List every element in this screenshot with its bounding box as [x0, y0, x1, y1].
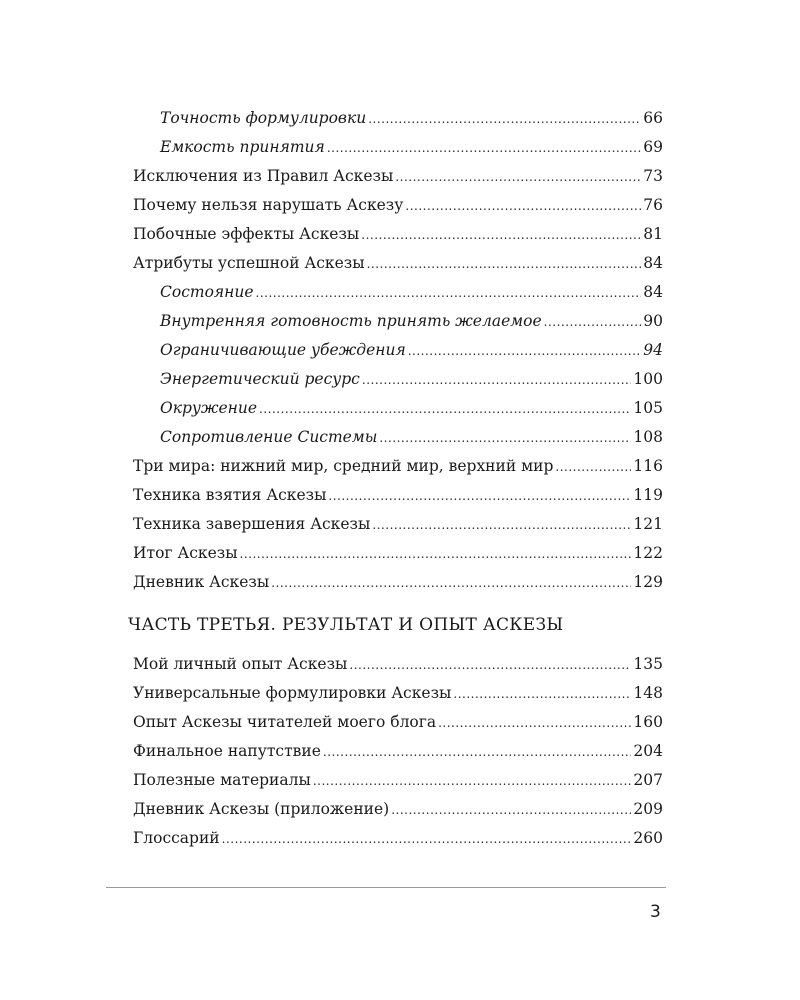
footer-divider	[106, 887, 666, 888]
toc-entry-page: 207	[633, 771, 663, 789]
toc-entry-page: 116	[633, 457, 663, 475]
toc-entry	[133, 799, 663, 820]
dot-leader	[405, 196, 641, 216]
dot-leader	[368, 109, 641, 129]
toc-entry-title: Окружение	[160, 399, 258, 417]
toc-entry	[133, 195, 663, 216]
toc-entry-title: Дневник Аскезы (приложение)	[133, 800, 390, 818]
toc-entry-page: 121	[633, 515, 663, 533]
toc-entry	[160, 137, 663, 158]
part-three-heading: ЧАСТЬ ТРЕТЬЯ. РЕЗУЛЬТАТ И ОПЫТ АСКЕЗЫ	[128, 615, 564, 635]
toc-entry-title: Почему нельзя нарушать Аскезу	[133, 196, 404, 214]
dot-leader	[328, 486, 631, 506]
dot-leader	[259, 399, 631, 419]
toc-entry-page: 84	[643, 254, 663, 272]
toc-entry-title: Ограничивающие убеждения	[160, 341, 406, 359]
dot-leader	[362, 370, 632, 390]
toc-entry-page: 204	[633, 742, 663, 760]
dot-leader	[391, 800, 631, 820]
toc-entry	[133, 683, 663, 704]
toc-entry-page: 100	[633, 370, 663, 388]
toc-entry-title: Универсальные формулировки Аскезы	[133, 684, 452, 702]
dot-leader	[372, 515, 631, 535]
dot-leader	[271, 573, 631, 593]
dot-leader	[361, 225, 641, 245]
toc-entry-page: 209	[633, 800, 663, 818]
toc-entry	[133, 166, 663, 187]
toc-entry-page: 84	[643, 283, 663, 301]
toc-entry-title: Финальное напутствие	[133, 742, 321, 760]
toc-entry-title: Техника взятия Аскезы	[133, 486, 327, 504]
toc-entry-page: 260	[633, 829, 663, 847]
toc-entry	[133, 770, 663, 791]
dot-leader	[240, 544, 632, 564]
toc-entry	[133, 741, 663, 762]
dot-leader	[544, 312, 642, 332]
dot-leader	[367, 254, 642, 274]
dot-leader	[395, 167, 641, 187]
toc-entry	[160, 398, 663, 419]
dot-leader	[222, 829, 632, 849]
toc-entry-title: Побочные эффекты Аскезы	[133, 225, 360, 243]
toc-entry-page: 105	[633, 399, 663, 417]
toc-entry-page: 135	[633, 655, 663, 673]
toc-entry-title: Три мира: нижний мир, средний мир, верхний мир	[133, 457, 554, 475]
toc-entry-title: Состояние	[160, 283, 254, 301]
toc-entry-title: Емкость принятия	[160, 138, 325, 156]
toc-entry-title: Атрибуты успешной Аскезы	[133, 254, 365, 272]
toc-entry	[160, 369, 663, 390]
toc-entry	[133, 543, 663, 564]
toc-entry-title: Сопротивление Системы	[160, 428, 378, 446]
toc-entry-title: Полезные материалы	[133, 771, 311, 789]
toc-entry-title: Глоссарий	[133, 829, 220, 847]
toc-entry-title: Исключения из Правил Аскезы	[133, 167, 394, 185]
toc-entry-page: 122	[633, 544, 663, 562]
toc-entry-title: Итог Аскезы	[133, 544, 238, 562]
dot-leader	[555, 457, 631, 477]
toc-entry	[160, 282, 663, 303]
toc-entry	[133, 485, 663, 506]
toc-entry-page: 76	[643, 196, 663, 214]
toc-entry	[133, 514, 663, 535]
toc-entry-page: 94	[643, 341, 663, 359]
toc-entry-title: Техника завершения Аскезы	[133, 515, 371, 533]
toc-entry-page: 90	[643, 312, 663, 330]
toc-entry-page: 148	[633, 684, 663, 702]
toc-entry	[133, 224, 663, 245]
toc-entry	[160, 311, 663, 332]
toc-entry-title: Энергетический ресурс	[160, 370, 360, 388]
toc-entry-title: Внутренняя готовность принять желаемое	[160, 312, 542, 330]
toc-entry-page: 81	[643, 225, 663, 243]
dot-leader	[408, 341, 642, 361]
toc-entry	[133, 253, 663, 274]
dot-leader	[438, 713, 631, 733]
toc-entry-page: 119	[633, 486, 663, 504]
dot-leader	[453, 684, 631, 704]
toc-entry	[133, 654, 663, 675]
toc-entry-page: 160	[633, 713, 663, 731]
toc-entry	[133, 456, 663, 477]
dot-leader	[349, 655, 631, 675]
dot-leader	[256, 283, 642, 303]
dot-leader	[313, 771, 632, 791]
toc-entry	[133, 572, 663, 593]
toc-entry-page: 108	[633, 428, 663, 446]
toc-entry	[160, 340, 663, 361]
toc-entry-title: Дневник Аскезы	[133, 573, 270, 591]
toc-entry-page: 73	[643, 167, 663, 185]
toc-entry-page: 129	[633, 573, 663, 591]
toc-entry	[133, 828, 663, 849]
toc-entry-title: Мой личный опыт Аскезы	[133, 655, 348, 673]
dot-leader	[379, 428, 631, 448]
dot-leader	[327, 138, 641, 158]
toc-entry-page: 69	[643, 138, 663, 156]
toc-entry-title: Опыт Аскезы читателей моего блога	[133, 713, 437, 731]
toc-entry-title: Точность формулировки	[160, 109, 367, 127]
page-number: 3	[650, 902, 661, 922]
toc-entry-page: 66	[643, 109, 663, 127]
toc-entry	[160, 427, 663, 448]
toc-entry	[160, 108, 663, 129]
toc-entry	[133, 712, 663, 733]
dot-leader	[323, 742, 632, 762]
